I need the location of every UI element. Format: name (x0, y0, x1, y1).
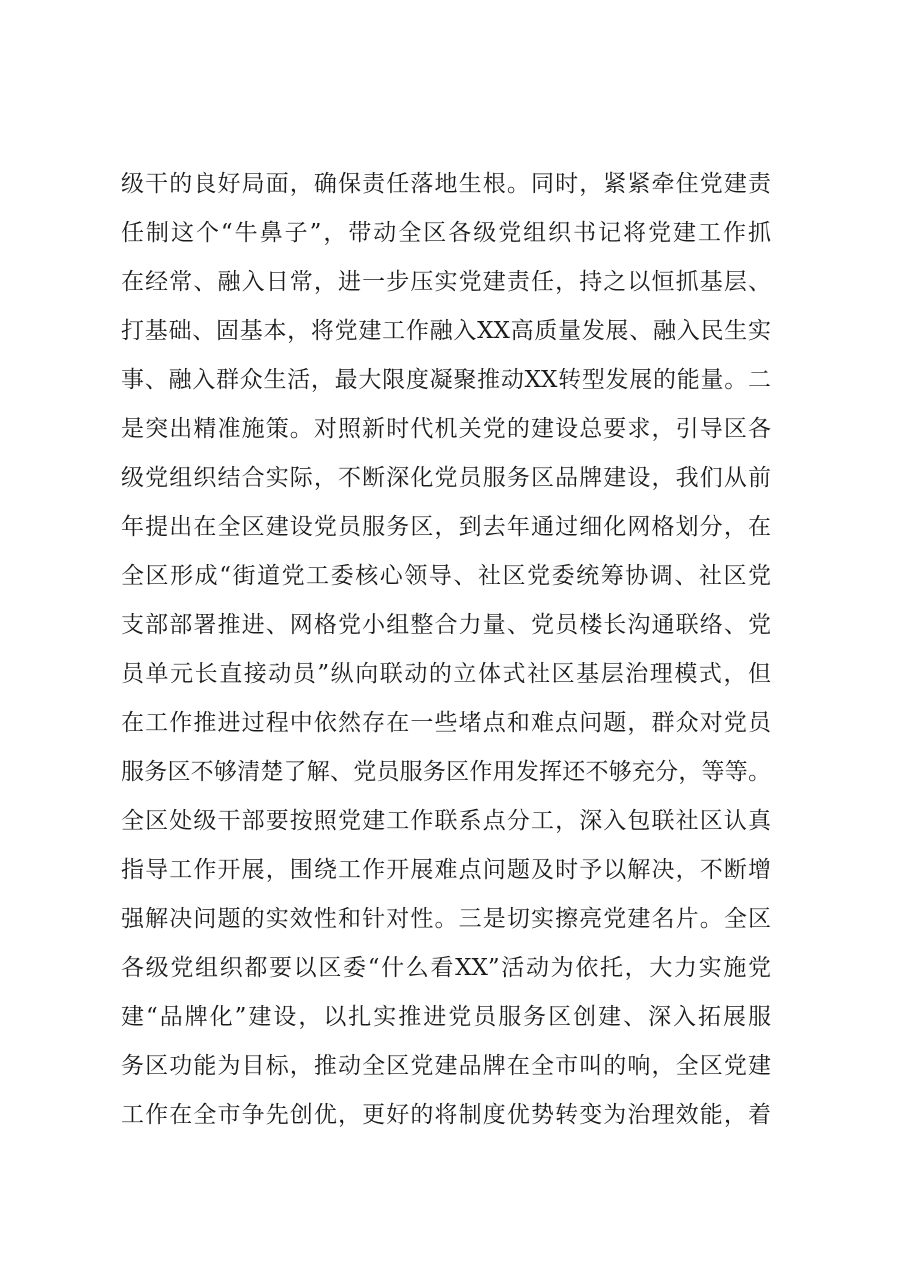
text-line-17: 各级党组织都要以区委“什么看XX”活动为依托，大力实施党 (121, 955, 771, 981)
text-line-19: 务区功能为目标，推动全区党建品牌在全市叫的响，全区党建 (121, 1053, 771, 1079)
text-line-1: 级干的良好局面，确保责任落地生根。同时，紧紧牵住党建责 (121, 171, 771, 197)
text-line-10: 支部部署推进、网格党小组整合力量、党员楼长沟通联络、党 (121, 612, 771, 638)
text-line-20: 工作在全市争先创优，更好的将制度优势转变为治理效能，着 (121, 1102, 771, 1128)
text-line-8: 年提出在全区建设党员服务区，到去年通过细化网格划分，在 (121, 514, 771, 540)
text-line-3: 在经常、融入日常，进一步压实党建责任，持之以恒抓基层、 (121, 269, 771, 295)
text-line-14: 全区处级干部要按照党建工作联系点分工，深入包联社区认真 (121, 808, 771, 834)
text-line-4: 打基础、固基本，将党建工作融入XX高质量发展、融入民生实 (121, 318, 771, 344)
text-line-15: 指导工作开展，围绕工作开展难点问题及时予以解决，不断增 (121, 857, 771, 883)
text-line-5: 事、融入群众生活，最大限度凝聚推动XX转型发展的能量。二 (121, 367, 771, 393)
text-line-6: 是突出精准施策。对照新时代机关党的建设总要求，引导区各 (121, 416, 771, 442)
text-line-9: 全区形成“街道党工委核心领导、社区党委统筹协调、社区党 (121, 563, 771, 589)
body-paragraph (121, 160, 801, 1140)
text-line-7: 级党组织结合实际，不断深化党员服务区品牌建设，我们从前 (121, 465, 771, 491)
text-line-13: 服务区不够清楚了解、党员服务区作用发挥还不够充分，等等。 (121, 759, 771, 785)
text-line-2: 任制这个“牛鼻子”，带动全区各级党组织书记将党建工作抓 (121, 220, 771, 246)
text-line-16: 强解决问题的实效性和针对性。三是切实擦亮党建名片。全区 (121, 906, 771, 932)
text-line-11: 员单元长直接动员”纵向联动的立体式社区基层治理模式，但 (121, 661, 771, 687)
text-line-12: 在工作推进过程中依然存在一些堵点和难点问题，群众对党员 (121, 710, 771, 736)
text-line-18: 建“品牌化”建设，以扎实推进党员服务区创建、深入拓展服 (121, 1004, 771, 1030)
